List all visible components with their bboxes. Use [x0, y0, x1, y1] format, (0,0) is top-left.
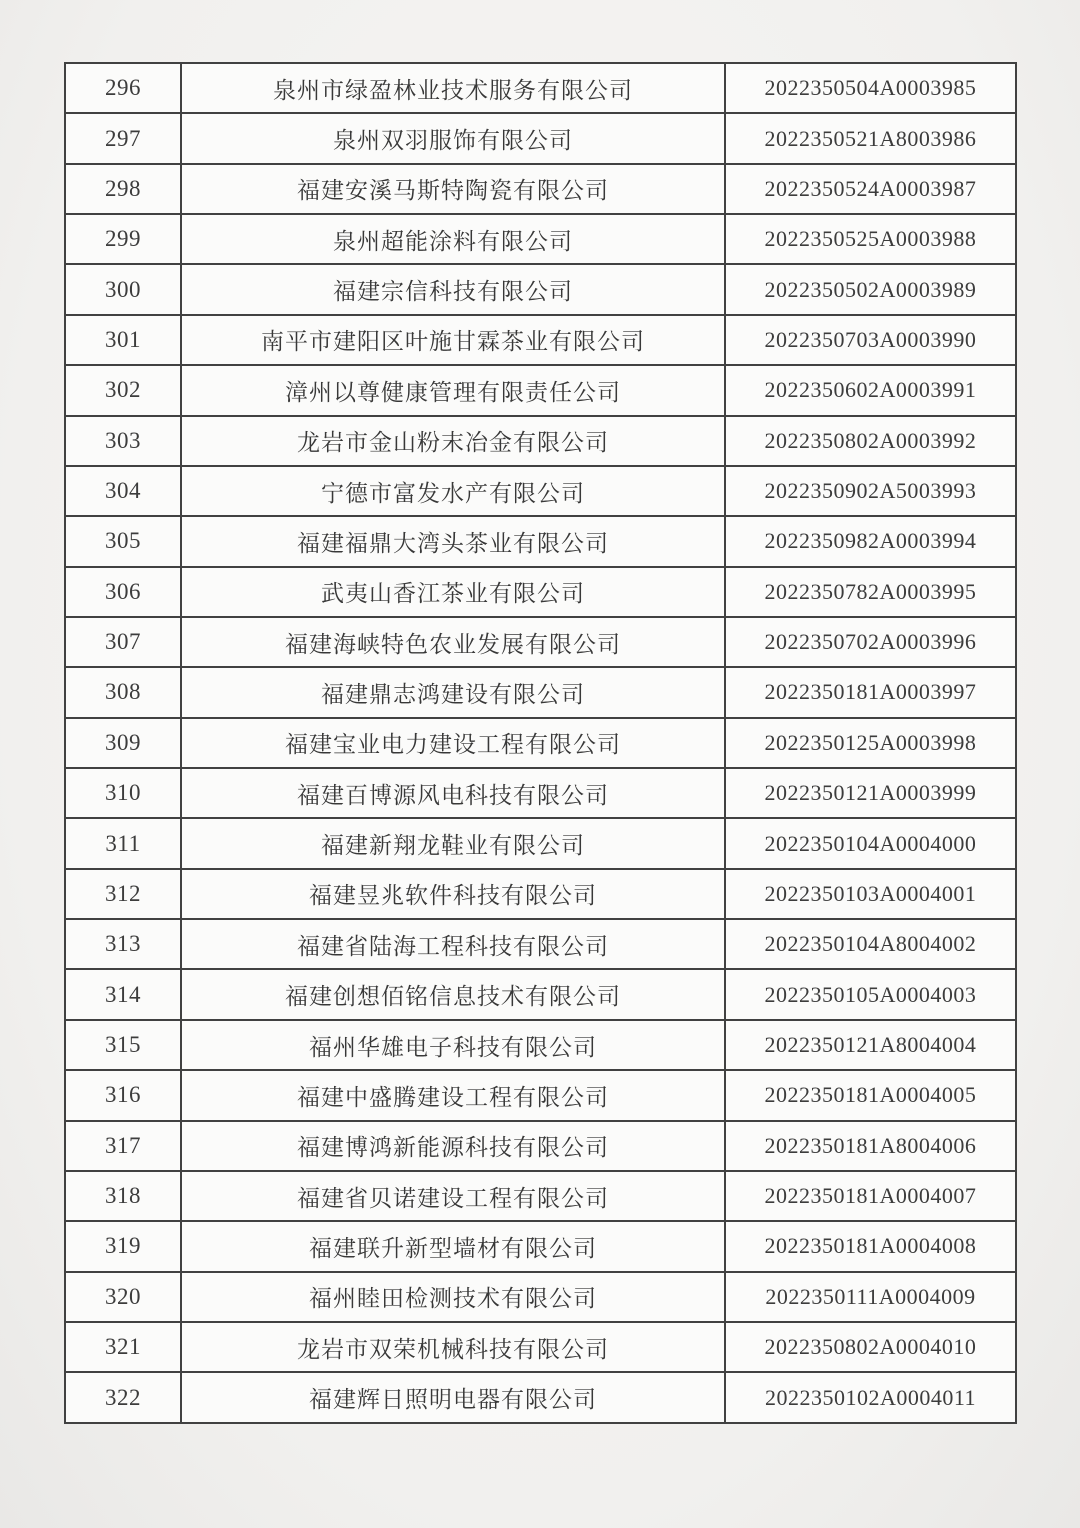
- row-index-cell: 321: [65, 1322, 181, 1372]
- company-list-body: [65, 63, 1016, 1423]
- company-name-cell: 福建昱兆软件科技有限公司: [181, 869, 725, 919]
- row-index-cell: 317: [65, 1121, 181, 1171]
- company-code-cell: 2022350504A0003985: [725, 63, 1016, 113]
- row-index-cell: 313: [65, 919, 181, 969]
- table-row: [65, 667, 1016, 717]
- table-row: [65, 1372, 1016, 1423]
- company-name-cell: 福建福鼎大湾头茶业有限公司: [181, 516, 725, 566]
- company-code-cell: 2022350181A0004005: [725, 1070, 1016, 1120]
- company-code-cell: 2022350502A0003989: [725, 264, 1016, 314]
- row-index-cell: 304: [65, 466, 181, 516]
- company-code-cell: 2022350524A0003987: [725, 164, 1016, 214]
- table-row: [65, 567, 1016, 617]
- row-index-cell: 314: [65, 969, 181, 1019]
- company-name-cell: 漳州以尊健康管理有限责任公司: [181, 365, 725, 415]
- row-index-cell: 310: [65, 768, 181, 818]
- company-name-cell: 福建辉日照明电器有限公司: [181, 1372, 725, 1423]
- company-name-cell: 泉州双羽服饰有限公司: [181, 113, 725, 163]
- company-code-cell: 2022350702A0003996: [725, 617, 1016, 667]
- row-index-cell: 298: [65, 164, 181, 214]
- row-index-cell: 301: [65, 315, 181, 365]
- row-index-cell: 296: [65, 63, 181, 113]
- table-row: [65, 466, 1016, 516]
- company-code-cell: 2022350802A0004010: [725, 1322, 1016, 1372]
- row-index-cell: 318: [65, 1171, 181, 1221]
- row-index-cell: 309: [65, 718, 181, 768]
- company-name-cell: 龙岩市金山粉末冶金有限公司: [181, 416, 725, 466]
- table-row: [65, 1171, 1016, 1221]
- company-code-cell: 2022350121A8004004: [725, 1020, 1016, 1070]
- company-code-cell: 2022350102A0004011: [725, 1372, 1016, 1423]
- company-code-cell: 2022350121A0003999: [725, 768, 1016, 818]
- company-code-cell: 2022350902A5003993: [725, 466, 1016, 516]
- company-code-cell: 2022350181A0004007: [725, 1171, 1016, 1221]
- row-index-cell: 299: [65, 214, 181, 264]
- table-row: [65, 1272, 1016, 1322]
- row-index-cell: 307: [65, 617, 181, 667]
- company-name-cell: 福建海峡特色农业发展有限公司: [181, 617, 725, 667]
- company-name-cell: 泉州市绿盈林业技术服务有限公司: [181, 63, 725, 113]
- company-code-cell: 2022350181A8004006: [725, 1121, 1016, 1171]
- table-row: [65, 1322, 1016, 1372]
- table-row: [65, 63, 1016, 113]
- row-index-cell: 302: [65, 365, 181, 415]
- row-index-cell: 306: [65, 567, 181, 617]
- company-name-cell: 南平市建阳区叶施甘霖茶业有限公司: [181, 315, 725, 365]
- table-row: [65, 718, 1016, 768]
- table-row: [65, 164, 1016, 214]
- company-code-cell: 2022350181A0004008: [725, 1221, 1016, 1271]
- table-row: [65, 617, 1016, 667]
- company-code-cell: 2022350982A0003994: [725, 516, 1016, 566]
- table-row: [65, 969, 1016, 1019]
- table-row: [65, 416, 1016, 466]
- row-index-cell: 297: [65, 113, 181, 163]
- table-row: [65, 315, 1016, 365]
- table-row: [65, 214, 1016, 264]
- row-index-cell: 322: [65, 1372, 181, 1423]
- company-code-cell: 2022350521A8003986: [725, 113, 1016, 163]
- row-index-cell: 308: [65, 667, 181, 717]
- row-index-cell: 305: [65, 516, 181, 566]
- table-row: [65, 768, 1016, 818]
- company-code-cell: 2022350525A0003988: [725, 214, 1016, 264]
- row-index-cell: 316: [65, 1070, 181, 1120]
- row-index-cell: 315: [65, 1020, 181, 1070]
- table-row: [65, 264, 1016, 314]
- row-index-cell: 319: [65, 1221, 181, 1271]
- company-code-cell: 2022350703A0003990: [725, 315, 1016, 365]
- company-name-cell: 福州华雄电子科技有限公司: [181, 1020, 725, 1070]
- company-code-cell: 2022350802A0003992: [725, 416, 1016, 466]
- table-row: [65, 1070, 1016, 1120]
- company-name-cell: 福建创想佰铭信息技术有限公司: [181, 969, 725, 1019]
- company-name-cell: 福州睦田检测技术有限公司: [181, 1272, 725, 1322]
- company-code-cell: 2022350111A0004009: [725, 1272, 1016, 1322]
- table-row: [65, 818, 1016, 868]
- row-index-cell: 311: [65, 818, 181, 868]
- table-row: [65, 1121, 1016, 1171]
- table-row: [65, 113, 1016, 163]
- company-code-cell: 2022350602A0003991: [725, 365, 1016, 415]
- company-name-cell: 福建安溪马斯特陶瓷有限公司: [181, 164, 725, 214]
- company-code-cell: 2022350104A0004000: [725, 818, 1016, 868]
- company-name-cell: 福建宝业电力建设工程有限公司: [181, 718, 725, 768]
- company-name-cell: 福建省贝诺建设工程有限公司: [181, 1171, 725, 1221]
- row-index-cell: 300: [65, 264, 181, 314]
- company-name-cell: 宁德市富发水产有限公司: [181, 466, 725, 516]
- company-name-cell: 福建中盛腾建设工程有限公司: [181, 1070, 725, 1120]
- company-name-cell: 泉州超能涂料有限公司: [181, 214, 725, 264]
- row-index-cell: 320: [65, 1272, 181, 1322]
- company-name-cell: 福建省陆海工程科技有限公司: [181, 919, 725, 969]
- company-code-cell: 2022350181A0003997: [725, 667, 1016, 717]
- company-name-cell: 福建新翔龙鞋业有限公司: [181, 818, 725, 868]
- company-code-cell: 2022350782A0003995: [725, 567, 1016, 617]
- table-row: [65, 1221, 1016, 1271]
- company-name-cell: 龙岩市双荣机械科技有限公司: [181, 1322, 725, 1372]
- table-row: [65, 516, 1016, 566]
- company-code-cell: 2022350125A0003998: [725, 718, 1016, 768]
- row-index-cell: 312: [65, 869, 181, 919]
- company-name-cell: 福建宗信科技有限公司: [181, 264, 725, 314]
- company-name-cell: 福建百博源风电科技有限公司: [181, 768, 725, 818]
- company-name-cell: 福建联升新型墙材有限公司: [181, 1221, 725, 1271]
- row-index-cell: 303: [65, 416, 181, 466]
- company-code-cell: 2022350104A8004002: [725, 919, 1016, 969]
- company-name-cell: 福建鼎志鸿建设有限公司: [181, 667, 725, 717]
- company-name-cell: 福建博鸿新能源科技有限公司: [181, 1121, 725, 1171]
- company-list-table: [64, 62, 1017, 1424]
- table-row: [65, 919, 1016, 969]
- table-row: [65, 365, 1016, 415]
- company-code-cell: 2022350105A0004003: [725, 969, 1016, 1019]
- table-row: [65, 869, 1016, 919]
- company-name-cell: 武夷山香江茶业有限公司: [181, 567, 725, 617]
- company-code-cell: 2022350103A0004001: [725, 869, 1016, 919]
- table-row: [65, 1020, 1016, 1070]
